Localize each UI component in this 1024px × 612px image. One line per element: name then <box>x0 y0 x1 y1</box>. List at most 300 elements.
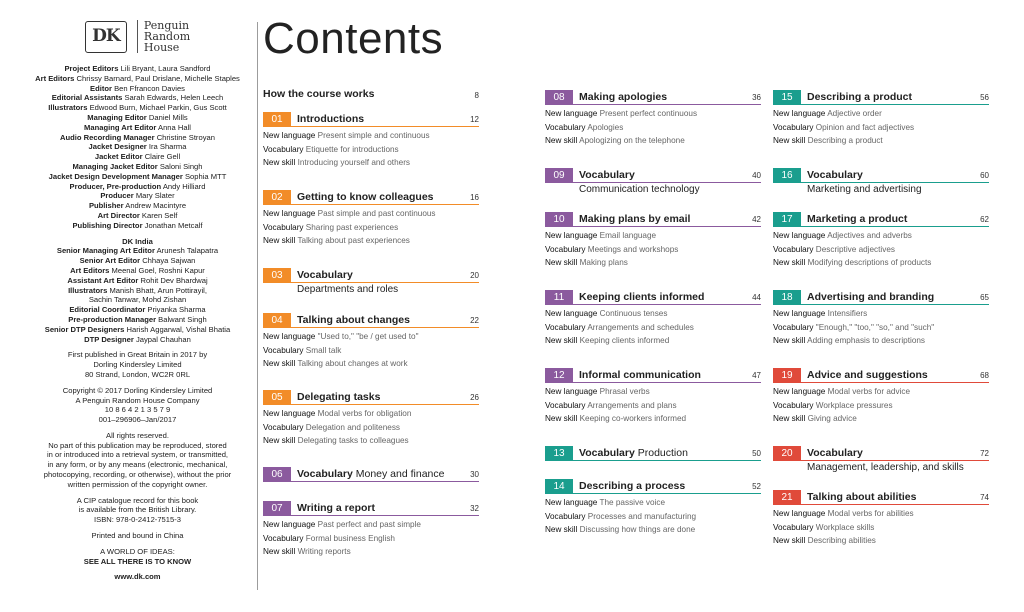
unit-entry[interactable] <box>545 90 761 148</box>
unit-title-text: Introductions <box>297 113 365 125</box>
line-label: New language <box>263 209 316 218</box>
line-label: New skill <box>263 158 296 168</box>
unit-title-text: Vocabulary <box>579 169 635 181</box>
credit-role: Jacket Editor <box>94 152 143 162</box>
unit-page: 40 <box>752 170 761 180</box>
credit-names: Sarah Edwards, Helen Leech <box>124 93 224 103</box>
unit-title-text: Making plans by email <box>579 213 691 225</box>
unit-title-text: Advertising and branding <box>807 291 935 303</box>
unit-title-text: Describing a process <box>579 480 686 492</box>
line-value: Email language <box>599 231 657 240</box>
unit-title <box>579 169 635 181</box>
credit-role: Producer, Pre-production <box>69 181 162 191</box>
line-label: New skill <box>773 258 806 268</box>
credit-role: Jacket Design Development Manager <box>48 171 183 181</box>
imprint-line: 80 Strand, London, WC2R 0RL <box>84 369 191 379</box>
line-value: Continuous tenses <box>599 309 668 318</box>
unit-skill-line <box>263 545 479 559</box>
unit-title <box>297 468 444 480</box>
unit-header <box>263 390 479 405</box>
line-value: Discussing how things are done <box>579 525 696 535</box>
unit-lang-line <box>773 107 989 121</box>
credit-role: DTP Designer <box>84 334 134 344</box>
credit-line <box>30 182 245 192</box>
unit-lang-line <box>545 385 761 399</box>
credit-names: Sophia MTT <box>184 171 227 181</box>
unit-entry[interactable] <box>263 313 479 371</box>
line-value: Past perfect and past simple <box>317 520 421 529</box>
credit-role: Publishing Director <box>72 220 143 230</box>
unit-number-badge: 20 <box>773 446 801 460</box>
unit-skill-line <box>773 534 989 548</box>
unit-header <box>263 313 479 328</box>
unit-header <box>545 290 761 305</box>
credit-line <box>30 286 245 296</box>
imprint-line: First published in Great Britain in 2017 by <box>67 350 208 360</box>
unit-number-badge: 04 <box>263 313 291 327</box>
credit-names: Balwant Singh <box>158 314 207 324</box>
line-value: Adjectives and adverbs <box>827 231 912 240</box>
unit-header <box>773 290 989 305</box>
credit-names: Mary Slater <box>135 191 175 201</box>
unit-entry[interactable] <box>773 368 989 426</box>
line-value: Adjective order <box>827 109 882 118</box>
unit-number-badge: 21 <box>773 490 801 504</box>
credit-role: Managing Jacket Editor <box>72 161 158 171</box>
line-value: Keeping co-workers informed <box>579 414 687 424</box>
unit-title <box>297 391 380 403</box>
unit-header <box>545 212 761 227</box>
unit-subtitle: Marketing and advertising <box>807 184 922 195</box>
unit-skill-line <box>263 357 479 371</box>
unit-number-badge: 07 <box>263 501 291 515</box>
unit-title <box>807 447 863 459</box>
line-value: Small talk <box>305 345 342 355</box>
line-value: "Enough," "too," "so," and "such" <box>815 322 935 332</box>
line-label: Vocabulary <box>545 322 586 332</box>
line-label: New skill <box>773 136 806 146</box>
credit-line <box>30 325 245 335</box>
unit-skill-line <box>773 412 989 426</box>
unit-page: 16 <box>470 192 479 202</box>
copyright-line: Copyright © 2017 Dorling Kindersley Limited <box>62 385 213 395</box>
credits-main <box>30 64 245 231</box>
unit-lang-line <box>773 229 989 243</box>
unit-topic: Money and finance <box>355 468 445 480</box>
line-value: Processes and manufacturing <box>587 511 697 521</box>
printed-note: Printed and bound in China <box>91 531 184 541</box>
line-label: New language <box>545 109 598 118</box>
credit-line <box>30 276 245 286</box>
unit-page: 32 <box>470 503 479 513</box>
line-value: Workplace skills <box>815 522 875 532</box>
line-label: New language <box>545 231 598 240</box>
unit-title <box>579 480 685 492</box>
unit-title <box>579 369 701 381</box>
unit-lang-line <box>545 307 761 321</box>
credit-role: Senior Art Editor <box>79 256 141 266</box>
unit-title-text: Vocabulary <box>807 169 863 181</box>
credit-names: Jaypal Chauhan <box>135 334 191 344</box>
unit-header <box>545 479 761 494</box>
copyright-line: 001–296906–Jan/2017 <box>98 415 177 425</box>
unit-skill-line <box>545 334 761 348</box>
cip-record <box>30 496 245 525</box>
unit-page: 47 <box>752 370 761 380</box>
credit-names: Christine Stroyan <box>156 132 215 142</box>
cip-line: ISBN: 978-0-2412-7515-3 <box>94 515 181 525</box>
unit-page: 74 <box>980 492 989 502</box>
unit-number-badge: 18 <box>773 290 801 304</box>
unit-page: 50 <box>752 448 761 458</box>
line-label: Vocabulary <box>773 322 814 332</box>
line-label: New skill <box>545 414 578 424</box>
unit-number-badge: 13 <box>545 446 573 460</box>
unit-number-badge: 19 <box>773 368 801 382</box>
unit-entry[interactable] <box>773 168 989 195</box>
unit-header <box>263 112 479 127</box>
credit-names: Daniel Mills <box>148 112 188 122</box>
credit-line <box>30 246 245 256</box>
unit-title <box>297 314 410 326</box>
line-label: Vocabulary <box>263 222 304 232</box>
credit-line <box>30 315 245 325</box>
unit-title-text: Talking about changes <box>297 314 410 326</box>
unit-number-badge: 12 <box>545 368 573 382</box>
credit-line <box>30 142 245 152</box>
credit-names: Andrew Macintyre <box>125 201 187 211</box>
unit-page: 68 <box>980 370 989 380</box>
unit-page: 36 <box>752 92 761 102</box>
unit-entry[interactable] <box>773 90 989 148</box>
line-label: Vocabulary <box>545 244 586 254</box>
unit-header <box>263 268 479 283</box>
unit-entry[interactable] <box>263 467 479 482</box>
line-label: Vocabulary <box>773 122 814 132</box>
unit-vocab-line <box>773 121 989 135</box>
line-label: New skill <box>773 336 806 346</box>
unit-title-text: Writing a report <box>297 502 375 514</box>
unit-title <box>807 369 928 381</box>
unit-entry[interactable] <box>773 212 989 270</box>
unit-vocab-line <box>545 321 761 335</box>
rights-line: written permission of the copyright owner. <box>67 479 208 489</box>
line-label: New language <box>773 387 826 396</box>
unit-vocab-line <box>773 321 989 335</box>
credit-names: Rohit Dev Bhardwaj <box>140 275 208 285</box>
unit-title-text: Marketing a product <box>807 213 908 225</box>
unit-header <box>545 90 761 105</box>
line-value: Meetings and workshops <box>587 244 679 254</box>
unit-vocab-line <box>773 521 989 535</box>
rights-line: in or introduced into a retrieval system, or transmitted, <box>46 450 229 460</box>
credit-role: Jacket Designer <box>88 142 147 152</box>
unit-entry[interactable] <box>545 479 761 537</box>
world-of-ideas-1: A WORLD OF IDEAS: <box>100 546 175 556</box>
unit-entry[interactable] <box>263 112 479 170</box>
credit-names: Sachin Tanwar, Mohd Zishan <box>88 295 187 305</box>
line-label: New language <box>773 309 826 318</box>
line-value: Making plans <box>579 258 628 268</box>
unit-title <box>807 213 907 225</box>
line-value: Delegation and politeness <box>305 422 401 432</box>
line-label: Vocabulary <box>263 533 304 543</box>
unit-lang-line <box>263 518 479 532</box>
line-label: New language <box>545 498 598 507</box>
unit-skill-line <box>545 523 761 537</box>
credit-names: Saloni Singh <box>159 161 203 171</box>
credit-line <box>30 133 245 143</box>
unit-entry[interactable] <box>263 268 479 295</box>
line-value: Giving advice <box>807 414 857 424</box>
unit-title <box>579 213 690 225</box>
unit-skill-line <box>545 134 761 148</box>
unit-page: 62 <box>980 214 989 224</box>
credit-names: Edwood Burn, Michael Parkin, Gus Scott <box>89 103 227 113</box>
line-value: Arrangements and plans <box>587 400 677 410</box>
unit-header <box>545 168 761 183</box>
line-label: Vocabulary <box>545 400 586 410</box>
unit-title <box>807 491 917 503</box>
page-title: Contents <box>263 14 444 63</box>
line-label: New language <box>773 231 826 240</box>
credit-names: Ira Sharma <box>148 142 187 152</box>
unit-header <box>545 446 761 461</box>
line-value: The passive voice <box>599 498 666 507</box>
unit-number-badge: 03 <box>263 268 291 282</box>
unit-skill-line <box>263 234 479 248</box>
unit-header <box>773 446 989 461</box>
unit-number-badge: 06 <box>263 467 291 481</box>
unit-vocab-line <box>773 243 989 257</box>
unit-entry[interactable] <box>545 446 761 461</box>
unit-title <box>579 91 667 103</box>
line-label: New skill <box>263 436 296 446</box>
unit-title-text: Keeping clients informed <box>579 291 705 303</box>
line-value: Talking about changes at work <box>297 359 408 369</box>
unit-number-badge: 10 <box>545 212 573 226</box>
unit-vocab-line <box>263 143 479 157</box>
unit-title-text: Talking about abilities <box>807 491 917 503</box>
unit-title <box>297 502 375 514</box>
line-label: New language <box>263 332 316 341</box>
unit-header <box>773 368 989 383</box>
line-label: New skill <box>545 336 578 346</box>
unit-title <box>297 269 353 281</box>
credit-role: Managing Editor <box>87 112 147 122</box>
unit-subtitle: Departments and roles <box>297 284 399 295</box>
unit-title-text: Vocabulary <box>579 447 635 459</box>
copyright-line: A Penguin Random House Company <box>75 395 200 405</box>
credit-line <box>30 295 245 305</box>
line-label: New language <box>263 520 316 529</box>
credit-names: Chhaya Sajwan <box>142 256 196 266</box>
unit-entry[interactable] <box>263 501 479 559</box>
line-label: New language <box>773 509 826 518</box>
unit-title <box>297 113 364 125</box>
line-value: Introducing yourself and others <box>297 158 411 168</box>
cip-line: is available from the British Library. <box>78 505 197 515</box>
unit-lang-line <box>545 229 761 243</box>
credit-names: Jonathan Metcalf <box>144 220 203 230</box>
line-value: Modal verbs for obligation <box>317 409 412 418</box>
credits-india <box>30 246 245 344</box>
column-divider <box>257 22 258 590</box>
credit-role: Assistant Art Editor <box>67 275 139 285</box>
unit-page: 65 <box>980 292 989 302</box>
credit-role: Art Editors <box>70 265 110 275</box>
unit-header <box>773 90 989 105</box>
unit-page: 44 <box>752 292 761 302</box>
unit-title <box>579 447 688 459</box>
line-value: Workplace pressures <box>815 400 893 410</box>
unit-number-badge: 14 <box>545 479 573 493</box>
copyright-line: 10 8 6 4 2 1 3 5 7 9 <box>104 405 171 415</box>
unit-skill-line <box>773 334 989 348</box>
unit-entry[interactable] <box>263 190 479 248</box>
unit-page: 30 <box>470 469 479 479</box>
line-label: Vocabulary <box>263 345 304 355</box>
unit-vocab-line <box>263 421 479 435</box>
unit-vocab-line <box>545 121 761 135</box>
how-label: How the course works <box>263 88 375 100</box>
unit-entry[interactable] <box>545 290 761 348</box>
unit-title-text: Making apologies <box>579 91 668 103</box>
line-label: New skill <box>545 525 578 535</box>
credit-line <box>30 103 245 113</box>
unit-title <box>807 291 934 303</box>
credit-role: Senior DTP Designers <box>44 324 125 334</box>
unit-number-badge: 16 <box>773 168 801 182</box>
line-label: Vocabulary <box>773 522 814 532</box>
line-value: Present perfect continuous <box>599 109 698 118</box>
unit-vocab-line <box>545 399 761 413</box>
credit-role: Editorial Coordinator <box>69 305 146 315</box>
unit-entry[interactable] <box>263 390 479 448</box>
line-value: Describing abilities <box>807 536 876 546</box>
credit-role: Audio Recording Manager <box>60 132 155 142</box>
unit-skill-line <box>773 134 989 148</box>
credit-line <box>30 335 245 345</box>
unit-page: 26 <box>470 392 479 402</box>
unit-entry[interactable] <box>773 446 989 473</box>
credit-line <box>30 113 245 123</box>
unit-entry[interactable] <box>545 368 761 426</box>
line-label: New skill <box>545 136 578 146</box>
unit-entry[interactable] <box>773 290 989 348</box>
unit-number-badge: 17 <box>773 212 801 226</box>
unit-page: 60 <box>980 170 989 180</box>
credit-names: Meenal Goel, Roshni Kapur <box>111 265 205 275</box>
website-link[interactable]: www.dk.com <box>114 572 161 582</box>
line-label: New language <box>263 409 316 418</box>
how-page: 8 <box>474 91 479 100</box>
line-value: Apologizing on the telephone <box>579 136 685 146</box>
unit-title <box>579 291 704 303</box>
credit-role: Pre-production Manager <box>68 314 157 324</box>
line-label: New language <box>263 131 316 140</box>
credit-role: Producer <box>100 191 134 201</box>
unit-page: 52 <box>752 481 761 491</box>
credit-line <box>30 221 245 231</box>
credit-names: Manish Bhatt, Arun Pottirayil, <box>109 285 207 295</box>
credit-role: Editorial Assistants <box>51 93 123 103</box>
unit-header <box>263 501 479 516</box>
unit-entry[interactable] <box>545 168 761 195</box>
credit-role: Illustrators <box>48 103 88 113</box>
credit-line <box>30 266 245 276</box>
unit-header <box>773 168 989 183</box>
unit-entry[interactable] <box>545 212 761 270</box>
unit-number-badge: 02 <box>263 190 291 204</box>
credit-names: Anna Hall <box>158 122 191 132</box>
unit-header <box>773 212 989 227</box>
line-value: Talking about past experiences <box>297 236 410 246</box>
line-value: "Used to," "be / get used to" <box>317 332 419 341</box>
unit-title-text: Informal communication <box>579 369 701 381</box>
unit-lang-line <box>545 496 761 510</box>
unit-lang-line <box>545 107 761 121</box>
credit-line <box>30 172 245 182</box>
unit-title-text: Describing a product <box>807 91 913 103</box>
credit-line <box>30 201 245 211</box>
unit-skill-line <box>263 156 479 170</box>
credit-names: Arunesh Talapatra <box>156 246 219 256</box>
unit-header <box>545 368 761 383</box>
unit-number-badge: 11 <box>545 290 573 304</box>
line-label: Vocabulary <box>545 511 586 521</box>
unit-title-text: Vocabulary <box>807 447 863 459</box>
unit-number-badge: 09 <box>545 168 573 182</box>
unit-page: 56 <box>980 92 989 102</box>
credit-line <box>30 93 245 103</box>
line-value: Delegating tasks to colleagues <box>297 436 409 446</box>
credit-line <box>30 162 245 172</box>
unit-vocab-line <box>263 344 479 358</box>
credit-names: Chrissy Barnard, Paul Drislane, Michelle Staples <box>76 73 240 83</box>
credit-line <box>30 152 245 162</box>
unit-title <box>297 191 434 203</box>
credit-role: Art Editors <box>35 73 75 83</box>
credit-role: Illustrators <box>68 285 108 295</box>
line-label: New skill <box>773 414 806 424</box>
credit-line <box>30 84 245 94</box>
credit-names: Priyanka Sharma <box>147 305 206 315</box>
unit-page: 42 <box>752 214 761 224</box>
line-label: New skill <box>773 536 806 546</box>
credit-names: Andy Hilliard <box>162 181 206 191</box>
penguin-random-house-logo: Penguin Random House <box>137 20 190 53</box>
unit-title-text: Advice and suggestions <box>807 369 928 381</box>
unit-skill-line <box>545 256 761 270</box>
dk-logo: DK <box>85 21 127 53</box>
unit-page: 22 <box>470 315 479 325</box>
line-value: Phrasal verbs <box>599 387 650 396</box>
unit-lang-line <box>773 385 989 399</box>
credit-role: Publisher <box>88 201 124 211</box>
line-value: Opinion and fact adjectives <box>815 122 915 132</box>
copyright <box>30 386 245 425</box>
credit-names: Lili Bryant, Laura Sandford <box>120 64 211 73</box>
unit-entry[interactable] <box>773 490 989 548</box>
unit-skill-line <box>773 256 989 270</box>
unit-vocab-line <box>263 221 479 235</box>
unit-number-badge: 01 <box>263 112 291 126</box>
line-label: New language <box>773 109 826 118</box>
imprint <box>30 350 245 379</box>
how-course-works-entry[interactable] <box>263 88 479 100</box>
line-label: Vocabulary <box>263 144 304 154</box>
